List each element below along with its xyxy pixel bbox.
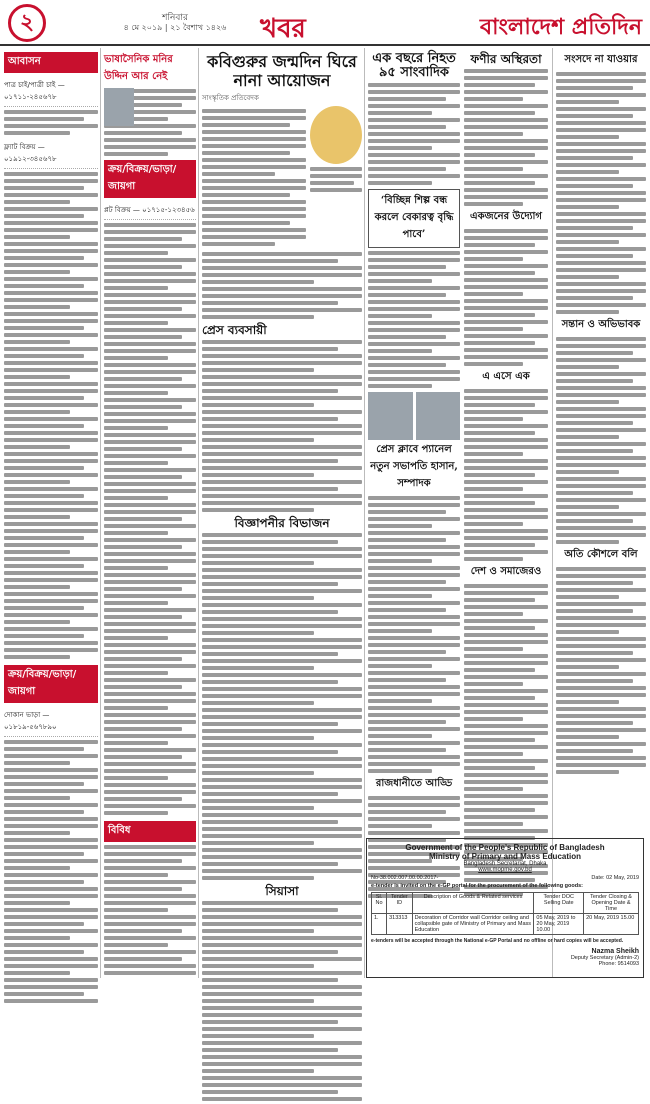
tender-col-header: Tender DOC Selling Date bbox=[534, 893, 584, 914]
classifieds-column bbox=[4, 52, 98, 1006]
second-headline: এক বছরে নিহত ৯৫ সাংবাদিক bbox=[372, 51, 456, 80]
tender-signer: Nazma Sheikh bbox=[591, 948, 639, 955]
tender-cell: Decoration of Corridor wall Corridor ceiling and collapsible gate of Ministry of Primary and Mass Education bbox=[412, 914, 534, 935]
main-headline: কবিগুরুর জন্মদিন ঘিরে নানা আয়োজন bbox=[207, 52, 357, 90]
tender-cell: 1. bbox=[372, 914, 387, 935]
sub-heading-1: প্রেস ব্যবসায়ী bbox=[202, 323, 267, 337]
right-headline-1: সংসদে না যাওয়ার bbox=[564, 54, 638, 65]
mid-sub-2: এ এসে এক bbox=[482, 371, 530, 382]
weekday: শনিবার bbox=[162, 13, 188, 23]
club-photo-2 bbox=[416, 392, 461, 440]
club-photo-1 bbox=[368, 392, 413, 440]
mid-sub-4: রাজধানীতে আড্ডি bbox=[375, 778, 453, 789]
tender-memo: No-38.002.007.00.00.2017- bbox=[371, 875, 439, 881]
right-headline-3: অতি কৌশলে বলি bbox=[564, 549, 638, 560]
club-names: নতুন সভাপতি হাসান, সম্পাদক bbox=[370, 461, 458, 489]
tender-col-header: Tender ID bbox=[387, 893, 412, 914]
fani-headline: ফণীর অস্থিরতা bbox=[470, 52, 542, 66]
obituary-photo bbox=[104, 88, 134, 126]
classified-section-2b: ক্রয়/বিক্রয়/ভাড়া/জায়গা bbox=[104, 160, 196, 198]
classified-section-2: ক্রয়/বিক্রয়/ভাড়া/জায়গা bbox=[4, 665, 98, 703]
classified-ad: দোকান ভাড়া — ০১৮১৯-৫৬৭৮৯০ bbox=[4, 706, 98, 737]
tender-cell: 313313 bbox=[387, 914, 412, 935]
tender-cell: 20 May, 2019 15.00 bbox=[584, 914, 639, 935]
main-story bbox=[202, 52, 362, 1104]
quote-box bbox=[368, 189, 460, 248]
main-byline: সাংস্কৃতিক প্রতিবেদক bbox=[202, 94, 259, 102]
classified-section-3: বিবিধ bbox=[104, 821, 196, 842]
tender-designation: Deputy Secretary (Admin-2) bbox=[570, 955, 639, 961]
sub-heading-2: বিজ্ঞাপনীর বিভাজন bbox=[234, 516, 330, 530]
right-headline-2: সন্তান ও অভিভাবক bbox=[561, 319, 641, 330]
tender-col-header: Description of Goods & Related services bbox=[412, 893, 534, 914]
tender-note: e-tenders will be accepted through the National e-GP Portal and no offline or hard copies will be accepted. bbox=[371, 938, 624, 944]
right-middle-story bbox=[464, 52, 548, 899]
tender-cell: 05 May, 2019 to 20 May, 2019 10.00 bbox=[534, 914, 584, 935]
mid-sub-3: দেশ ও সমাজেরও bbox=[470, 566, 542, 577]
classifieds-column-2 bbox=[104, 52, 196, 978]
table-row bbox=[372, 914, 639, 935]
mid-sub-1: একজনের উদ্যোগ bbox=[470, 211, 542, 222]
section-title: খবর bbox=[260, 14, 306, 44]
tender-website: www.mopme.gov.bd bbox=[478, 867, 532, 873]
classified-ad: পাত্র চাই/পাত্রী চাই — ০১৭১১-২৪৫৬৭৮ bbox=[4, 76, 98, 107]
club-caption: প্রেস ক্লাবে প্যানেল bbox=[376, 444, 452, 455]
tender-invitation: e-tender is invited on the e-GP portal for the procurement of the following goods: bbox=[371, 883, 583, 889]
tender-gov-title: Government of the People’s Republic of Bangladesh bbox=[405, 843, 605, 852]
sub-heading-3: সিয়াসা bbox=[265, 884, 299, 898]
page-header bbox=[0, 0, 650, 46]
right-column bbox=[556, 52, 646, 777]
date-line: ৪ মে ২০১৯ | ২১ বৈশাখ ১৪২৬ bbox=[123, 23, 227, 32]
tender-col-header: Tender Closing & Opening Date & Time bbox=[584, 893, 639, 914]
newspaper-logo: বাংলাদেশ প্রতিদিন bbox=[479, 14, 642, 40]
obituary-title: ভাষাসৈনিক মনির উদ্দিন আর নেই bbox=[104, 54, 173, 82]
tender-notice bbox=[366, 838, 644, 978]
tender-table bbox=[371, 892, 639, 935]
page-number: ২ bbox=[8, 4, 46, 42]
classified-section-1: আবাসন bbox=[4, 52, 98, 73]
second-story bbox=[368, 52, 460, 901]
tender-address: Bangladesh Secretariat, Dhaka bbox=[463, 861, 547, 867]
tender-phone: Phone: 9514093 bbox=[598, 961, 639, 967]
tender-date: Date: 02 May, 2019 bbox=[591, 875, 639, 881]
tender-col-header: Sl. No bbox=[372, 893, 387, 914]
tagore-logo bbox=[310, 106, 362, 164]
tender-ministry: Ministry of Primary and Mass Education bbox=[428, 852, 582, 861]
classified-ad: ফ্ল্যাট বিক্রয় — ০১৯১২-৩৪৫৬৭৮ bbox=[4, 138, 98, 169]
quote-headline: ‘বিচ্ছিন্ন শিল্প বন্ধ করলে বেকারত্ব বৃদ্ধি পাবে’ bbox=[374, 195, 454, 240]
classified-ad: প্লট বিক্রয় — ০১৭১৫-১২৩৪৫৬ bbox=[104, 201, 196, 220]
